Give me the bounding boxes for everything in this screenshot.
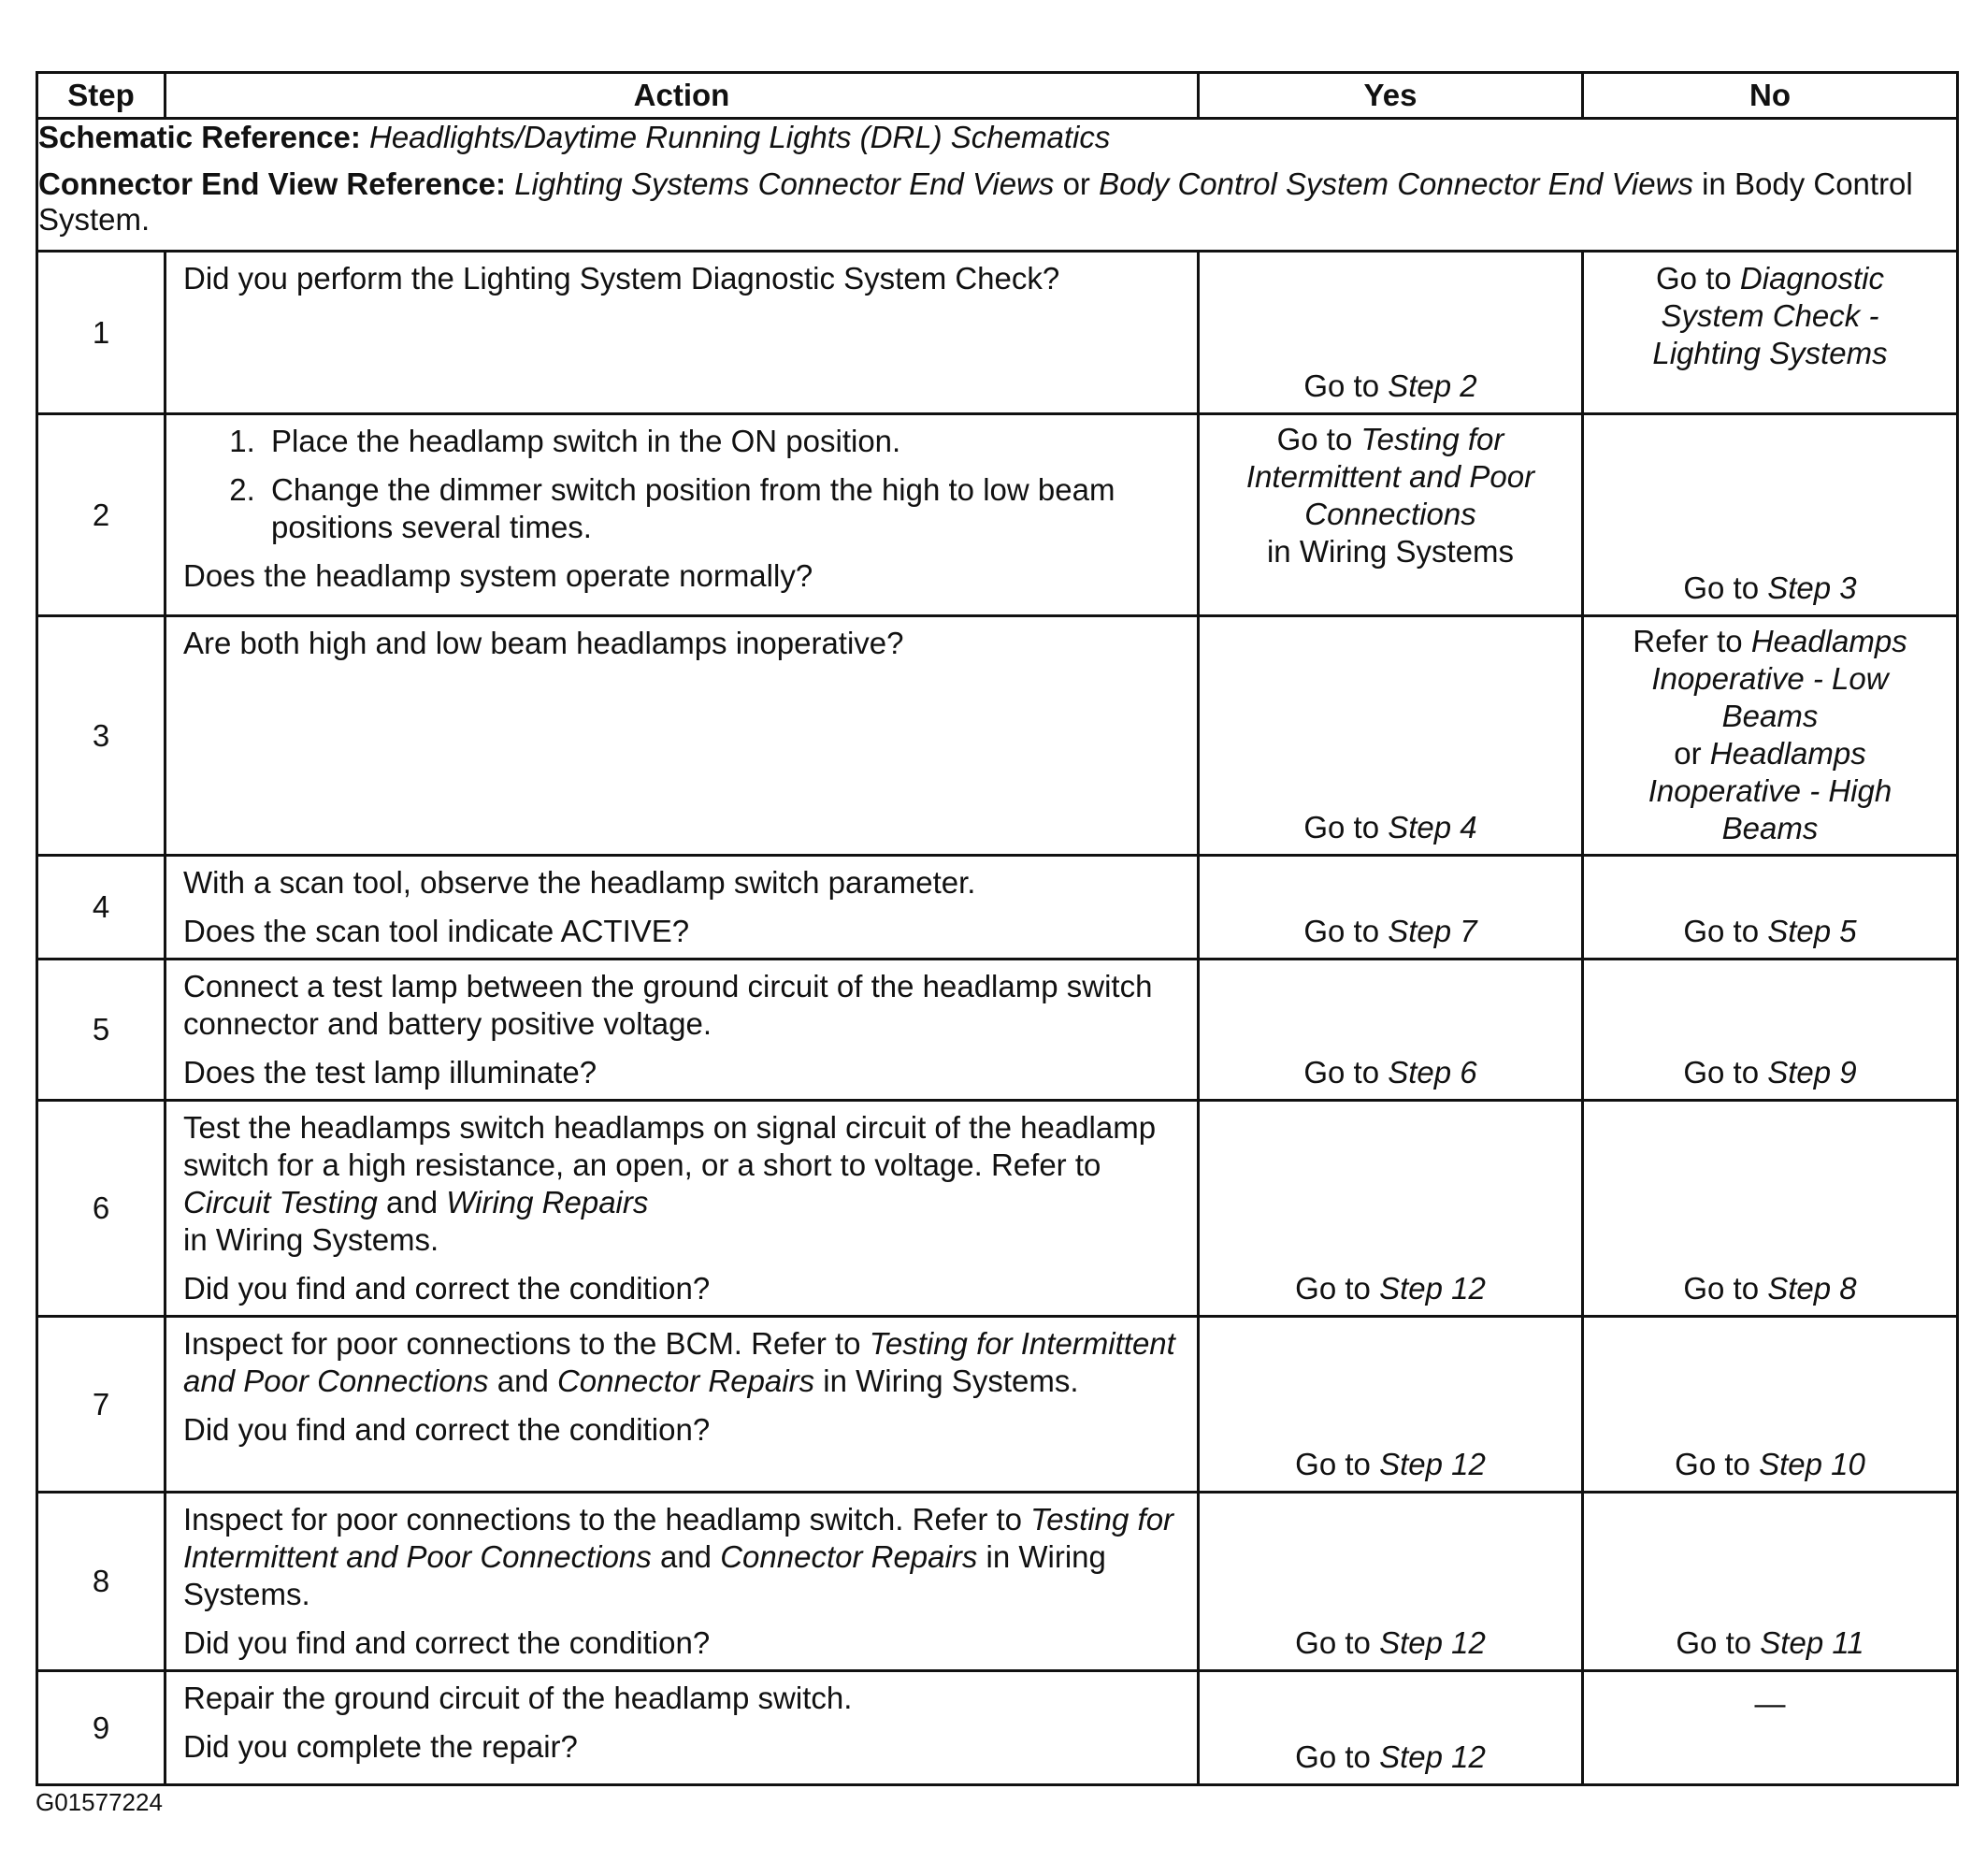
no-link[interactable]: Headlamps Inoperative - Low Beams <box>1651 624 1907 733</box>
yes-cell <box>1199 1101 1583 1317</box>
action-text: Repair the ground circuit of the headlamp switch. <box>183 1681 853 1715</box>
no-prefix: Go to <box>1683 570 1760 605</box>
diagnostic-table <box>36 71 1959 1786</box>
yes-cell <box>1199 414 1583 616</box>
schematic-reference <box>38 120 1956 155</box>
table-row <box>37 1671 1958 1785</box>
action-list-item: 2. Change the dimmer switch position from the high to low beam positions several times. <box>264 471 1180 546</box>
action-and: and <box>496 1364 549 1398</box>
action-text: Did you perform the Lighting System Diagnostic System Check? <box>183 261 1060 296</box>
no-dash: — <box>1754 1686 1786 1721</box>
header-yes: Yes <box>1199 73 1583 119</box>
no-cell <box>1583 1671 1958 1785</box>
action-tail: in Wiring Systems. <box>823 1364 1079 1398</box>
no-prefix: Go to <box>1656 261 1732 296</box>
action-tail: in Wiring Systems. <box>183 1222 439 1257</box>
yes-link[interactable]: Step 12 <box>1379 1271 1486 1306</box>
header-action: Action <box>166 73 1199 119</box>
yes-link[interactable]: Step 12 <box>1379 1739 1486 1774</box>
no-prefix: Go to <box>1675 1447 1750 1481</box>
connector-link-2[interactable]: Body Control System Connector End Views <box>1099 166 1693 201</box>
action-text: Are both high and low beam headlamps inoperative? <box>183 626 904 660</box>
no-prefix: Go to <box>1676 1625 1752 1660</box>
header-no: No <box>1583 73 1958 119</box>
no-link[interactable]: Step 11 <box>1760 1625 1864 1660</box>
table-row <box>37 252 1958 414</box>
connector-tail: in Body Control System. <box>38 166 1913 237</box>
action-text <box>183 1501 1180 1613</box>
connector-or: or <box>1062 166 1090 201</box>
yes-link[interactable]: Testing for Intermittent and Poor Connections <box>1245 422 1535 531</box>
no-prefix: Go to <box>1683 1055 1760 1090</box>
yes-prefix: Go to <box>1303 914 1380 948</box>
action-text <box>183 1325 1180 1400</box>
no-cell <box>1583 252 1958 414</box>
no-link[interactable]: Step 8 <box>1767 1271 1857 1306</box>
no-link[interactable]: Step 3 <box>1767 570 1857 605</box>
action-list-item: 1. Place the headlamp switch in the ON position. <box>264 423 1180 460</box>
action-and: and <box>386 1185 439 1219</box>
table-row <box>37 414 1958 616</box>
action-question: Did you complete the repair? <box>183 1729 578 1764</box>
reference-cell <box>37 119 1958 252</box>
step-number: 6 <box>37 1101 166 1317</box>
action-cell <box>166 856 1199 960</box>
action-list <box>183 423 1180 546</box>
action-question: Does the headlamp system operate normally? <box>183 558 813 593</box>
table-row <box>37 856 1958 960</box>
reference-row <box>37 119 1958 252</box>
action-cell <box>166 960 1199 1101</box>
yes-link[interactable]: Step 12 <box>1379 1447 1486 1481</box>
yes-cell <box>1199 252 1583 414</box>
figure-id: G01577224 <box>36 1788 163 1816</box>
step-number: 2 <box>37 414 166 616</box>
yes-link[interactable]: Step 4 <box>1388 810 1477 844</box>
action-cell <box>166 616 1199 856</box>
yes-prefix: Go to <box>1295 1271 1371 1306</box>
step-number: 4 <box>37 856 166 960</box>
action-text <box>183 1109 1180 1259</box>
step-number: 8 <box>37 1493 166 1671</box>
no-cell <box>1583 1317 1958 1493</box>
yes-prefix: Go to <box>1303 1055 1380 1090</box>
action-cell <box>166 1671 1199 1785</box>
no-cell <box>1583 616 1958 856</box>
no-link[interactable]: Diagnostic System Check - Lighting Systems <box>1652 261 1888 370</box>
table-row <box>37 960 1958 1101</box>
yes-prefix: Go to <box>1303 810 1380 844</box>
action-tail: in Wiring Systems. <box>183 1539 1106 1611</box>
action-text: Connect a test lamp between the ground circuit of the headlamp switch connector and battery positive voltage. <box>183 969 1153 1041</box>
action-link-2[interactable]: Connector Repairs <box>720 1539 978 1574</box>
step-number: 5 <box>37 960 166 1101</box>
action-question: Does the test lamp illuminate? <box>183 1055 597 1090</box>
table-row <box>37 1317 1958 1493</box>
connector-label: Connector End View Reference: <box>38 166 507 201</box>
yes-link[interactable]: Step 6 <box>1388 1055 1477 1090</box>
action-link-1[interactable]: Testing for Intermittent and Poor Connections <box>183 1502 1174 1574</box>
action-cell <box>166 1493 1199 1671</box>
yes-cell <box>1199 1317 1583 1493</box>
table-row <box>37 616 1958 856</box>
yes-tail: in Wiring Systems <box>1266 534 1515 569</box>
step-number: 9 <box>37 1671 166 1785</box>
header-row <box>37 73 1958 119</box>
yes-link[interactable]: Step 7 <box>1388 914 1477 948</box>
action-link-1[interactable]: Testing for Intermittent and Poor Connections <box>183 1326 1175 1398</box>
no-cell <box>1583 1101 1958 1317</box>
action-link-2[interactable]: Connector Repairs <box>556 1364 815 1398</box>
yes-link[interactable]: Step 2 <box>1388 368 1477 403</box>
action-question: Does the scan tool indicate ACTIVE? <box>183 914 690 948</box>
connector-link-1[interactable]: Lighting Systems Connector End Views <box>514 166 1055 201</box>
table-row <box>37 1493 1958 1671</box>
no-prefix: Refer to <box>1633 624 1743 658</box>
schematic-label: Schematic Reference: <box>38 120 361 154</box>
action-cell <box>166 1101 1199 1317</box>
action-text-a: Inspect for poor connections to the BCM. Refer to <box>183 1326 861 1361</box>
action-cell <box>166 1317 1199 1493</box>
action-cell <box>166 414 1199 616</box>
no-cell <box>1583 1493 1958 1671</box>
no-link[interactable]: Step 10 <box>1759 1447 1865 1481</box>
yes-cell <box>1199 856 1583 960</box>
action-link-1[interactable]: Circuit Testing <box>183 1185 378 1219</box>
no-cell <box>1583 960 1958 1101</box>
action-question: Did you find and correct the condition? <box>183 1625 711 1660</box>
yes-prefix: Go to <box>1303 368 1380 403</box>
action-question: Did you find and correct the condition? <box>183 1412 711 1447</box>
action-text-a: Test the headlamps switch headlamps on signal circuit of the headlamp switch for a high resistance, an open, or a short to voltage. Refer to <box>183 1110 1157 1182</box>
no-link[interactable]: Step 5 <box>1767 914 1857 948</box>
table-row <box>37 1101 1958 1317</box>
no-cell <box>1583 414 1958 616</box>
step-number: 3 <box>37 616 166 856</box>
yes-prefix: Go to <box>1295 1625 1371 1660</box>
yes-prefix: Go to <box>1276 422 1353 456</box>
step-number: 1 <box>37 252 166 414</box>
action-cell <box>166 252 1199 414</box>
yes-cell <box>1199 1671 1583 1785</box>
header-step: Step <box>37 73 166 119</box>
yes-prefix: Go to <box>1295 1739 1371 1774</box>
step-number: 7 <box>37 1317 166 1493</box>
action-text: With a scan tool, observe the headlamp switch parameter. <box>183 865 976 900</box>
no-link[interactable]: Step 9 <box>1767 1055 1857 1090</box>
yes-cell <box>1199 960 1583 1101</box>
connector-reference <box>38 166 1956 238</box>
action-question: Did you find and correct the condition? <box>183 1271 711 1306</box>
yes-prefix: Go to <box>1295 1447 1371 1481</box>
yes-link[interactable]: Step 12 <box>1379 1625 1486 1660</box>
yes-cell <box>1199 1493 1583 1671</box>
yes-cell <box>1199 616 1583 856</box>
no-prefix: Go to <box>1683 914 1760 948</box>
schematic-link[interactable]: Headlights/Daytime Running Lights (DRL) Schematics <box>369 120 1111 154</box>
action-and: and <box>659 1539 712 1574</box>
no-prefix: Go to <box>1683 1271 1760 1306</box>
no-cell <box>1583 856 1958 960</box>
action-link-2[interactable]: Wiring Repairs <box>446 1185 649 1219</box>
no-link-2[interactable]: Headlamps Inoperative - High Beams <box>1648 736 1892 845</box>
action-text-a: Inspect for poor connections to the headlamp switch. Refer to <box>183 1502 1022 1537</box>
no-or: or <box>1674 736 1702 771</box>
